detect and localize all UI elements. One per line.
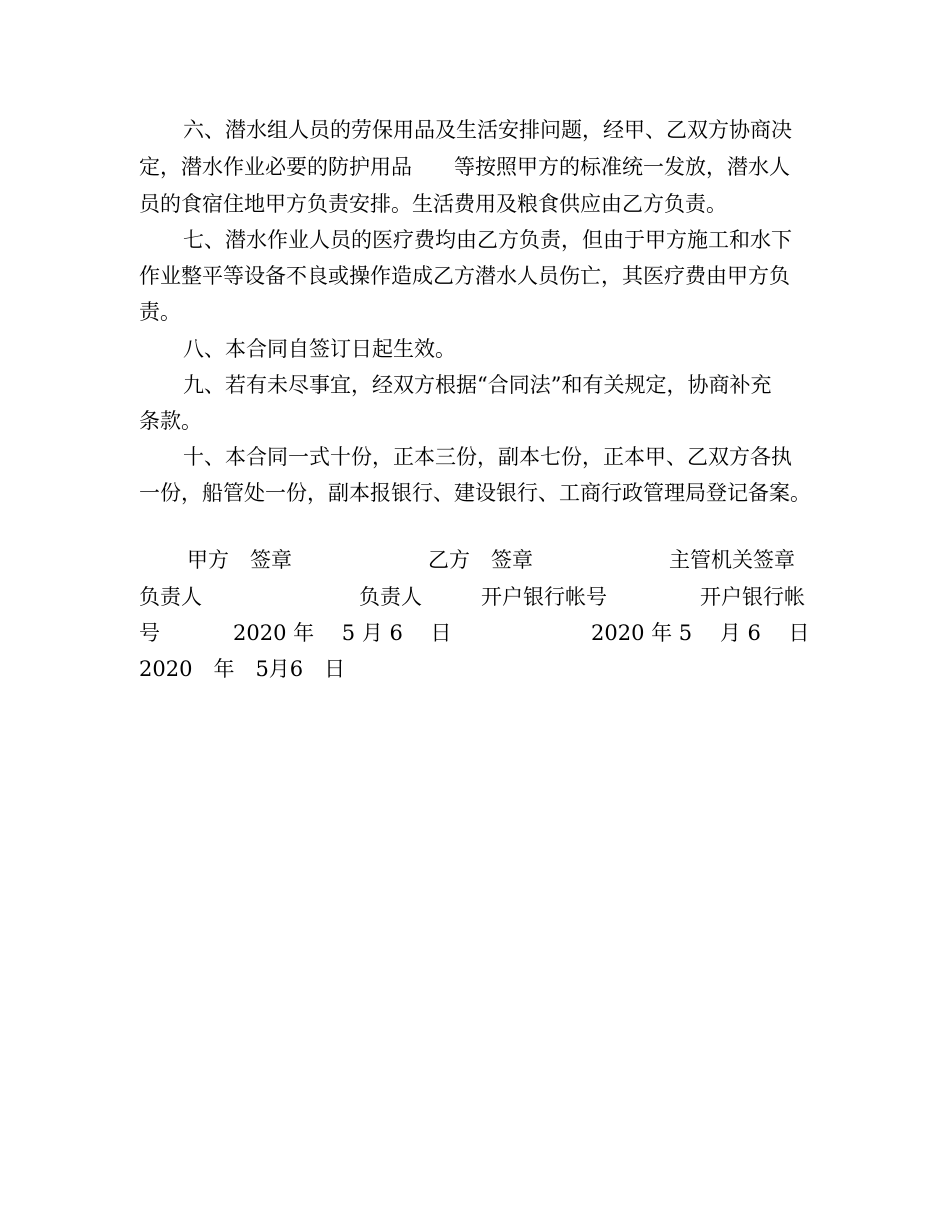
party-a-person-label: 负责人 — [139, 585, 202, 609]
clause-ten-line-1: 十、本合同一式十份，正本三份，副本七份，正本甲、乙双方各执 — [183, 445, 792, 469]
authority-seal-label: 主管机关签章 — [669, 548, 795, 572]
clause-ten-line-2: 一份，船管处一份，副本报银行、建设银行、工商行政管理局登记备案。 — [139, 481, 811, 505]
party-b-seal-label: 乙方 签章 — [428, 548, 533, 572]
authority-date: 2020 年 5月6 日 — [139, 657, 346, 681]
party-a-date: 2020 年 5 月 6 日 — [233, 621, 452, 645]
clause-six-line-2: 定，潜水作业必要的防护用品 等按照甲方的标准统一发放，潜水人 — [139, 155, 790, 179]
authority-bank-account-label: 开户银行帐 — [700, 585, 805, 609]
clause-nine-line-2: 条款。 — [139, 409, 202, 433]
party-b-date: 2020 年 5 月 6 日 — [591, 621, 810, 645]
party-b-bank-account-label: 开户银行帐号 — [481, 585, 607, 609]
clause-seven-line-2: 作业整平等设备不良或操作造成乙方潜水人员伤亡，其医疗费由甲方负 — [139, 264, 790, 288]
clause-nine-line-1: 九、若有未尽事宜，经双方根据“合同法”和有关规定，协商补充 — [183, 373, 772, 397]
party-b-person-label: 负责人 — [359, 585, 422, 609]
clause-seven-line-3: 责。 — [139, 300, 181, 324]
party-a-seal-label: 甲方 签章 — [187, 548, 292, 572]
clause-six-line-3: 员的食宿住地甲方负责安排。生活费用及粮食供应由乙方负责。 — [139, 192, 727, 216]
clause-eight-line-1: 八、本合同自签订日起生效。 — [183, 337, 456, 361]
clause-six-line-1: 六、潜水组人员的劳保用品及生活安排问题，经甲、乙双方协商决 — [183, 118, 792, 142]
clause-seven-line-1: 七、潜水作业人员的医疗费均由乙方负责，但由于甲方施工和水下 — [183, 228, 792, 252]
authority-bank-account-label-end: 号 — [139, 621, 160, 645]
